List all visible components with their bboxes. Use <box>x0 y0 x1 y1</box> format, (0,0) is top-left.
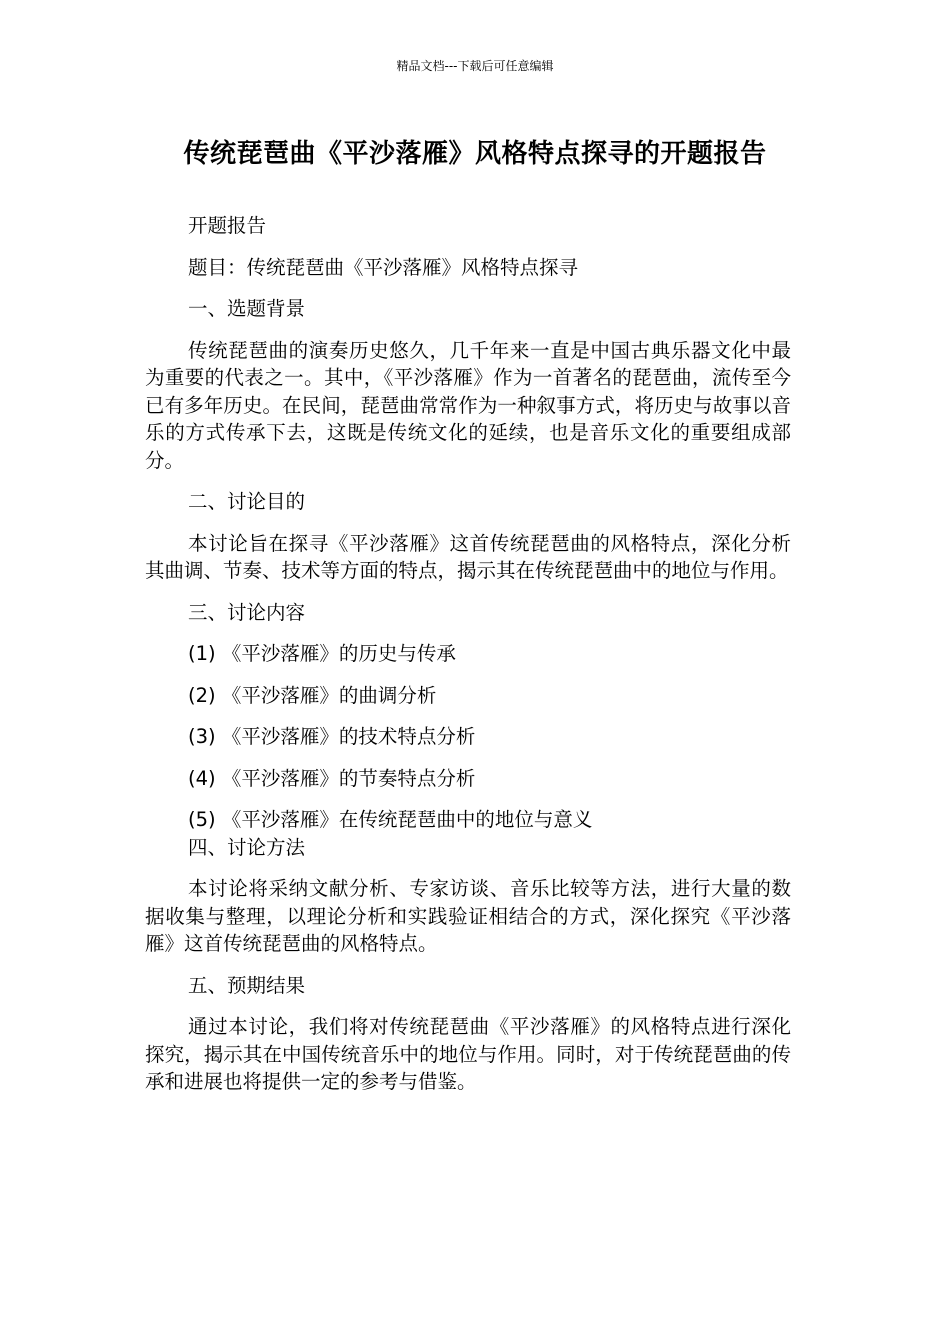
section-text-method: 本讨论将采纳文献分析、专家访谈、音乐比较等方法，进行大量的数据收集与整理，以理论分析和实践验证相结合的方式，深化探究《平沙落雁》这首传统琵琶曲的风格特点。 <box>145 877 791 955</box>
report-label: 开题报告 <box>188 214 267 237</box>
content-outline-item: (1) 《平沙落雁》的历史与传承 <box>188 642 456 665</box>
section-heading-purpose: 二、讨论目的 <box>188 490 306 513</box>
section-heading-background: 一、选题背景 <box>188 297 306 320</box>
content-outline-item: (3) 《平沙落雁》的技术特点分析 <box>188 725 476 748</box>
section-heading-method: 四、讨论方法 <box>188 835 306 859</box>
content-outline-item: (5) 《平沙落雁》在传统琵琶曲中的地位与意义 <box>188 808 593 831</box>
report-topic: 题目：传统琵琶曲《平沙落雁》风格特点探寻 <box>188 255 579 279</box>
section-text-background: 传统琵琶曲的演奏历史悠久，几千年来一直是中国古典乐器文化中最为重要的代表之一。其中，《平沙落雁》作为一首著名的琵琶曲，流传至今已有多年历史。在民间，琵琶曲常常作为一种叙事方式，将历史与故事以音乐的方式传承下去，这既是传统文化的延续，也是音乐文化的重要组成部分。 <box>145 338 791 472</box>
section-heading-results: 五、预期结果 <box>188 973 306 997</box>
section-text-purpose: 本讨论旨在探寻《平沙落雁》这首传统琵琶曲的风格特点，深化分析其曲调、节奏、技术等方面的特点，揭示其在传统琵琶曲中的地位与作用。 <box>145 531 791 582</box>
content-outline-item: (4) 《平沙落雁》的节奏特点分析 <box>188 766 476 790</box>
document-title: 传统琵琶曲《平沙落雁》风格特点探寻的开题报告 <box>183 139 767 169</box>
content-outline-item: (2) 《平沙落雁》的曲调分析 <box>188 683 437 707</box>
content-outline-list <box>145 640 791 834</box>
document-body <box>145 212 791 1096</box>
section-heading-content: 三、讨论内容 <box>188 600 306 624</box>
page-header-note: 精品文档---下载后可任意编辑 <box>396 59 554 73</box>
section-text-results: 通过本讨论，我们将对传统琵琶曲《平沙落雁》的风格特点进行深化探究，揭示其在中国传统音乐中的地位与作用。同时，对于传统琵琶曲的传承和进展也将提供一定的参考与借鉴。 <box>145 1015 791 1093</box>
